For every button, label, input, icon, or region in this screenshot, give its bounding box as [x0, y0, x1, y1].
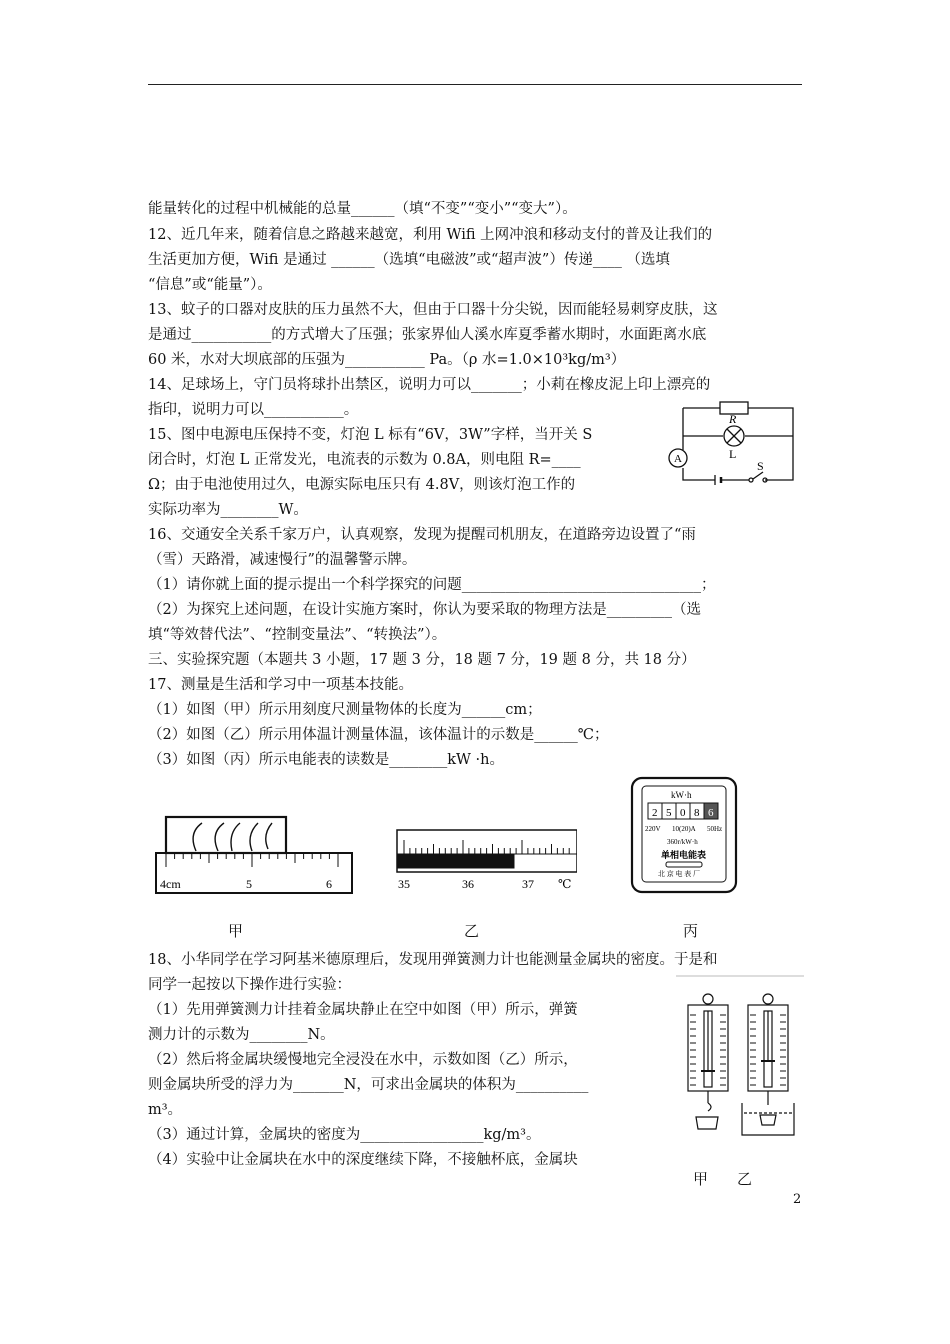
- lamp-label: L: [729, 447, 737, 461]
- ruler-tick-label: 6: [326, 877, 332, 891]
- meter-spec: 10(20)A: [672, 825, 696, 833]
- text-line: （1）先用弹簧测力计挂着金属块静止在空中如图（甲）所示，弹簧: [148, 1002, 578, 1018]
- text-line: 测力计的示数为________N。: [148, 1027, 335, 1043]
- text-line: 17、测量是生活和学习中一项基本技能。: [148, 677, 413, 693]
- spring-caption-jia: 甲: [693, 1170, 709, 1188]
- meter-digit: 2: [652, 807, 658, 819]
- text-line: （2）为探究上述问题，在设计实施方案时，你认为要采取的物理方法是_________（选: [148, 602, 701, 618]
- resistor-label: R: [729, 412, 737, 426]
- ruler-tick-label: 4cm: [160, 877, 181, 891]
- meter-spec: 50Hz: [707, 825, 723, 833]
- text-line: （4）实验中让金属块在水中的深度继续下降，不接触杯底，金属块: [148, 1152, 578, 1168]
- text-line: （2）然后将金属块缓慢地完全浸没在水中，示数如图（乙）所示，: [148, 1052, 578, 1068]
- meter-digit: 6: [708, 807, 714, 819]
- thermo-tick-label: 36: [462, 877, 474, 891]
- text-line: 14、足球场上，守门员将球扑出禁区，说明力可以_______；小莉在橡皮泥上印上漂亮的: [148, 377, 711, 393]
- meter-digit: 8: [694, 807, 700, 819]
- text-line: 16、交通安全关系千家万户，认真观察，发现为提醒司机朋友，在道路旁边设置了“雨: [148, 527, 696, 543]
- meter-digit: 5: [666, 807, 672, 819]
- text-line: （3）如图（丙）所示电能表的读数是________kW ·h。: [148, 752, 504, 768]
- text-line: 实际功率为________W。: [148, 502, 308, 518]
- ammeter-label: A: [674, 453, 682, 465]
- text-line: Ω；由于电池使用过久，电源实际电压只有 4.8V，则该灯泡工作的: [148, 477, 576, 493]
- electric-meter-figure: [630, 776, 738, 894]
- text-line: 指印，说明力可以___________。: [148, 402, 359, 418]
- spring-balance-figure: [676, 975, 804, 1155]
- thermo-tick-label: 37: [522, 877, 534, 891]
- text-line: 则金属块所受的浮力为_______N，可求出金属块的体积为__________: [148, 1077, 589, 1093]
- text-line: 13、蚊子的口器对皮肤的压力虽然不大，但由于口器十分尖锐，因而能轻易刺穿皮肤，这: [148, 302, 718, 318]
- thermometer-figure: [392, 820, 577, 895]
- text-line: 生活更加方便，Wifi 是通过 ______（选填“电磁波”或“超声波”）传递____ （选填: [148, 252, 670, 268]
- text-line: （雪）天路滑，减速慢行”的温馨警示牌。: [148, 552, 417, 568]
- text-line: 18、小华同学在学习阿基米德原理后，发现用弹簧测力计也能测量金属块的密度。于是和: [148, 952, 718, 968]
- switch-label: S: [757, 459, 764, 473]
- meter-maker: 北 京 电 表 厂: [658, 870, 700, 878]
- thermo-unit-label: ℃: [558, 877, 572, 891]
- text-line: 15、图中电源电压保持不变，灯泡 L 标有“6V，3W”字样，当开关 S: [148, 427, 593, 443]
- text-line: 填“等效替代法”、“控制变量法”、“转换法”）。: [148, 627, 447, 643]
- meter-name: 单相电能表: [661, 850, 707, 860]
- text-line: 60 米，水对大坝底部的压强为___________ Pa。（ρ 水=1.0×10³kg/m³）: [148, 352, 626, 368]
- meter-unit: kW·h: [671, 790, 692, 800]
- text-line: 同学一起按以下操作进行实验：: [148, 977, 351, 993]
- header-rule: [148, 84, 802, 85]
- spring-caption-yi: 乙: [737, 1170, 753, 1188]
- text-line: （1）如图（甲）所示用刻度尺测量物体的长度为______cm；: [148, 702, 542, 718]
- thermo-tick-label: 35: [398, 877, 410, 891]
- text-line: （3）通过计算，金属块的密度为_________________kg/m³。: [148, 1127, 541, 1143]
- text-line: 能量转化的过程中机械能的总量______（填“不变”“变小”“变大”）。: [148, 201, 577, 217]
- ruler-tick-label: 5: [246, 877, 252, 891]
- text-line: 三、实验探究题（本题共 3 小题，17 题 3 分，18 题 7 分，19 题 8 分，共 18 分）: [148, 652, 696, 668]
- meter-rate: 360r/kW·h: [667, 838, 698, 846]
- circuit-diagram: [665, 398, 805, 488]
- text-line: （2）如图（乙）所示用体温计测量体温，该体温计的示数是______℃；: [148, 727, 609, 743]
- figure-caption-yi: 乙: [464, 922, 480, 940]
- figure-caption-jia: 甲: [228, 922, 244, 940]
- ruler-figure: [152, 815, 357, 895]
- meter-digit: 0: [680, 807, 686, 819]
- figure-caption-bing: 丙: [683, 922, 699, 940]
- text-line: （1）请你就上面的提示提出一个科学探究的问题_________________________________；: [148, 577, 716, 593]
- text-line: 12、近几年来，随着信息之路越来越宽，利用 Wifi 上网冲浪和移动支付的普及让我们的: [148, 227, 713, 243]
- meter-spec: 220V: [645, 825, 661, 833]
- page-number: 2: [793, 1192, 802, 1207]
- text-line: m³。: [148, 1102, 183, 1118]
- text-line: 闭合时，灯泡 L 正常发光，电流表的示数为 0.8A，则电阻 R=____: [148, 452, 581, 468]
- text-line: 是通过___________的方式增大了压强；张家界仙人溪水库夏季蓄水期时，水面距离水底: [148, 327, 707, 343]
- text-line: “信息”或“能量”）。: [148, 277, 272, 293]
